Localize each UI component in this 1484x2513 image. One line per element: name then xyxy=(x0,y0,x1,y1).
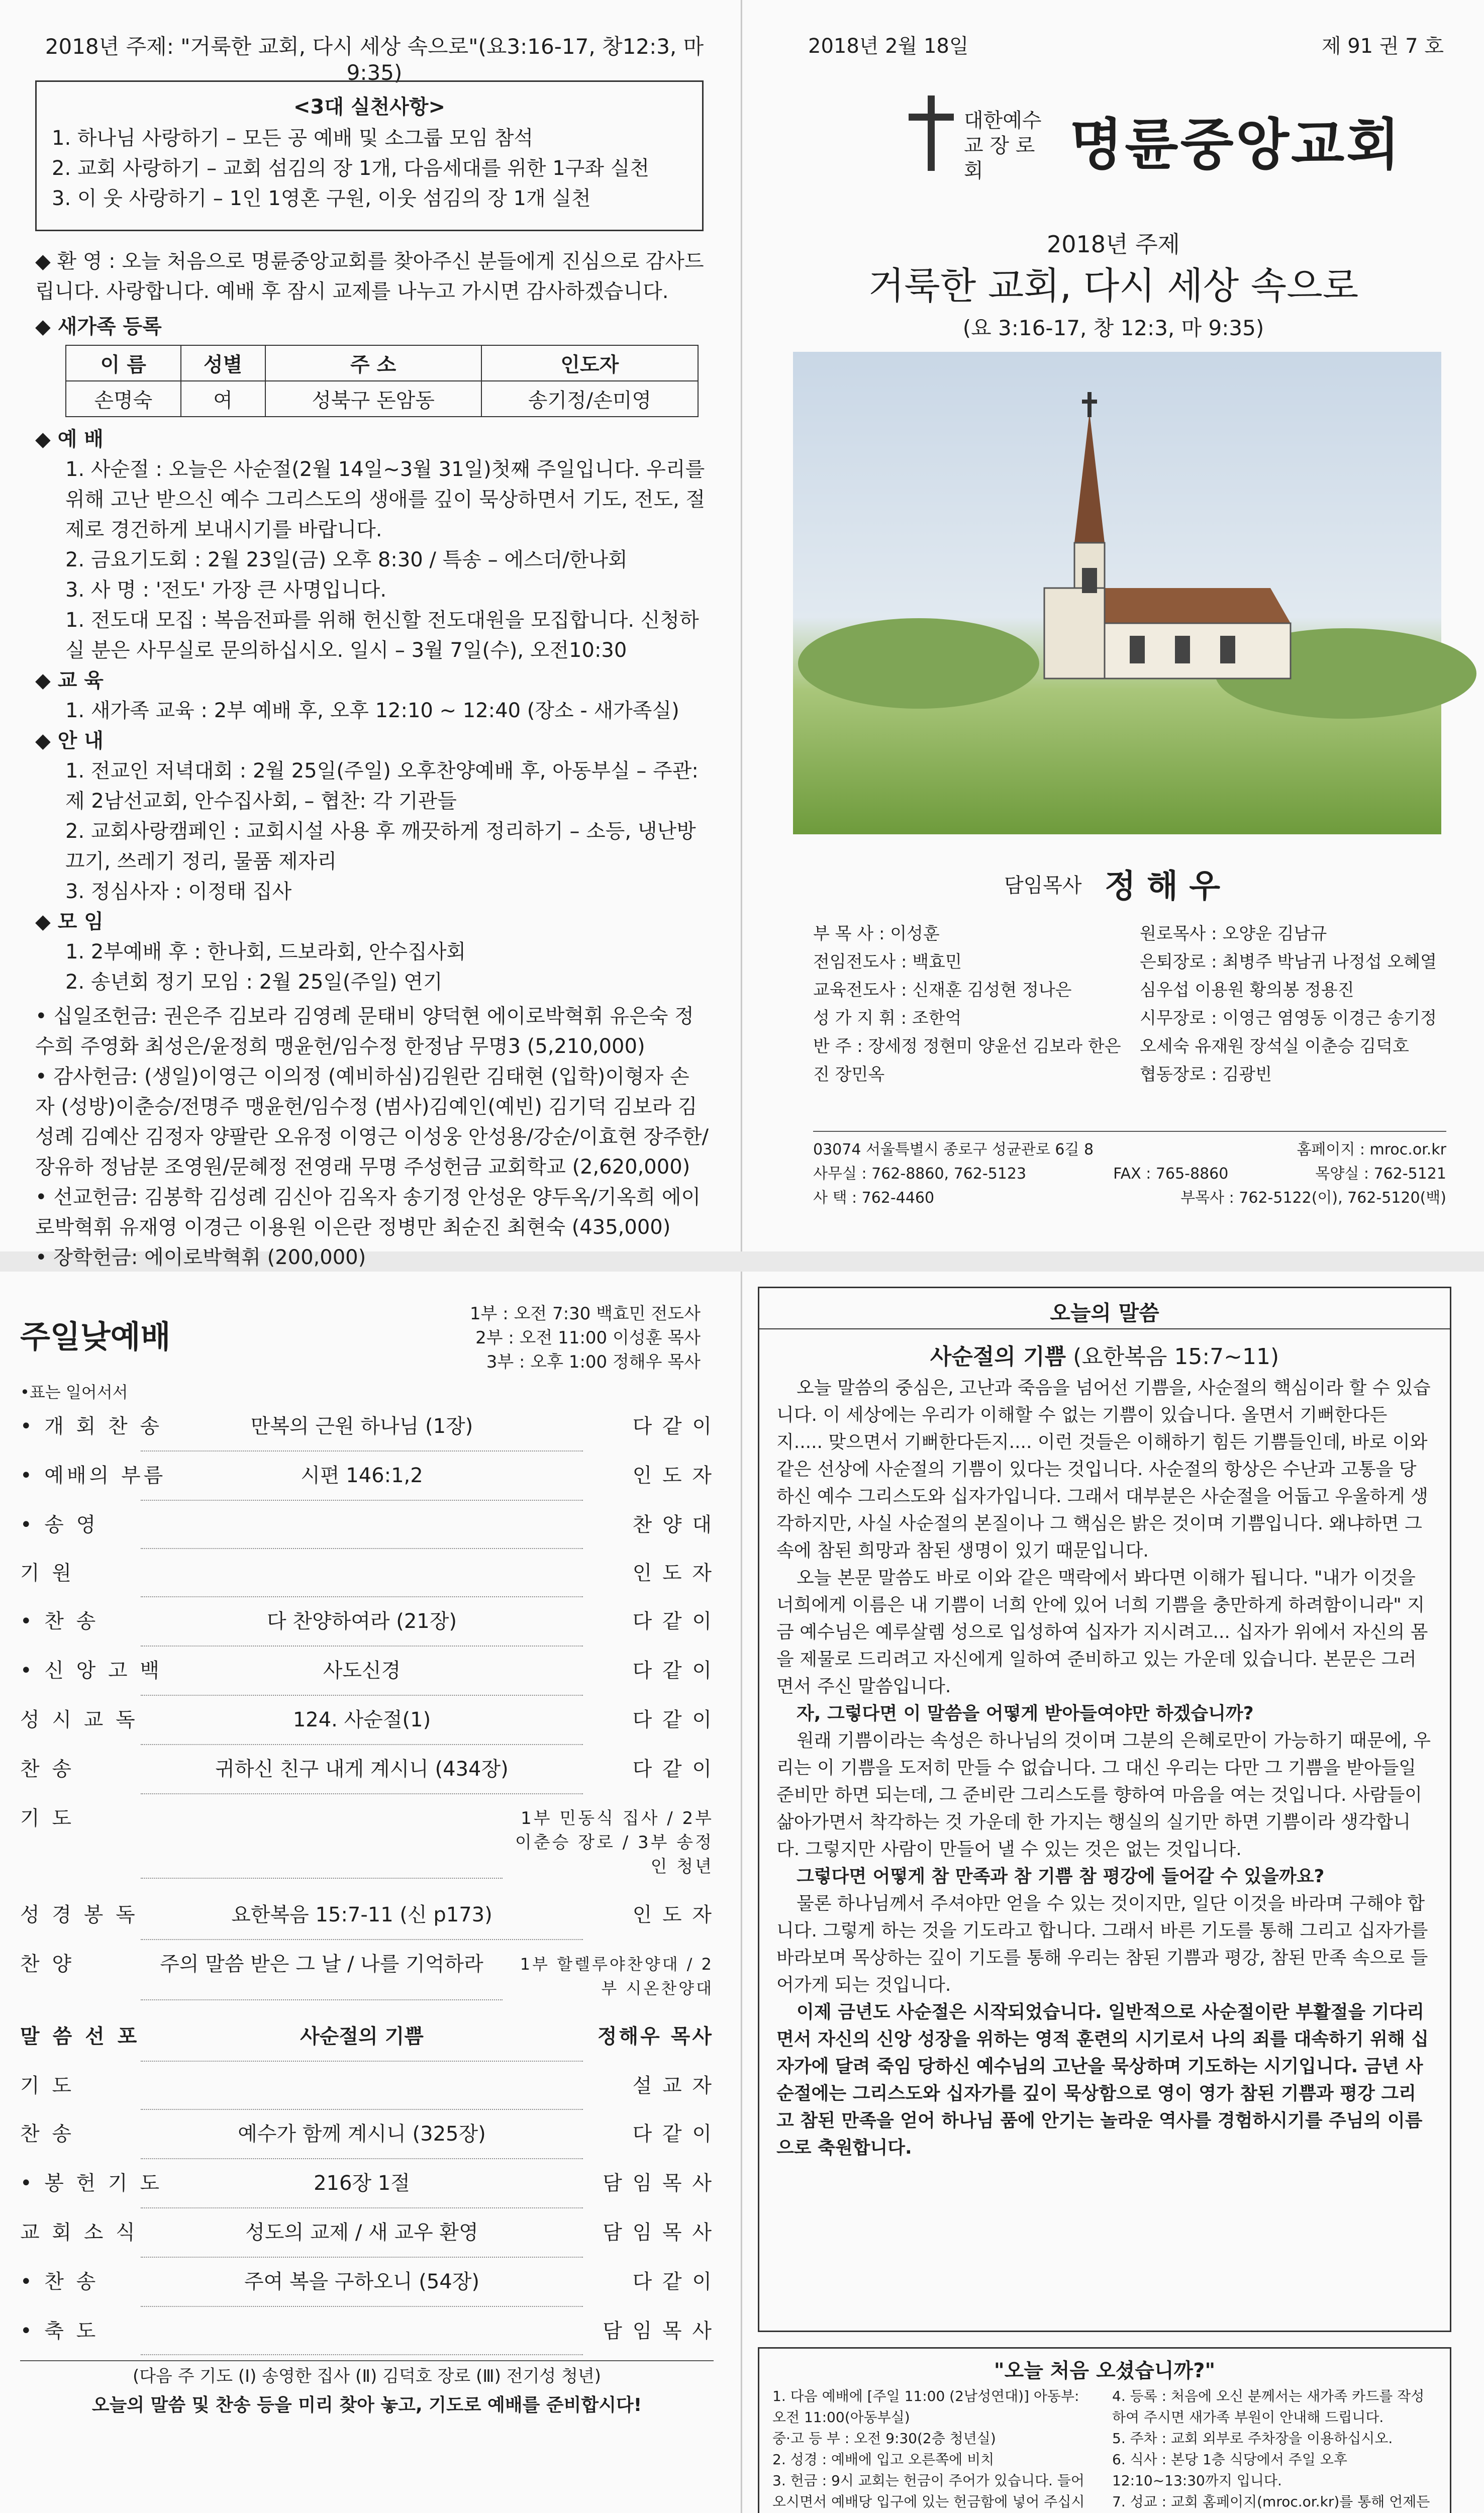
address: 03074 서울특별시 종로구 성균관로 6길 8 xyxy=(813,1141,1094,1158)
order-row: 찬 송 예수가 함께 계시니 (325장) 다 같 이 xyxy=(20,2110,714,2159)
stand-note: •표는 일어서서 xyxy=(20,1383,128,1402)
staff-left xyxy=(813,920,1125,1089)
office-phone: 사무실 : 762-8860, 762-5123 xyxy=(813,1165,1027,1183)
sermon-paragraph: 물론 하나님께서 주셔야만 얻을 수 있는 것이지만, 일단 이것을 바라며 구해야 합니다. 그렇게 하는 것을 기도라고 합니다. 그래서 바른 기도를 통해 그리고 십자가를 바라보며 목상하는 깊이 기도를 통해 우리는 참된 기쁨과 평강, 참된 만족 속으로 들어가게 되는 것입니다. xyxy=(776,1893,1428,1995)
sermon-title: 사순절의 기쁨 xyxy=(930,1344,1066,1370)
visitor-info: 5. 주차 : 교회 외부로 주차장을 이용하십시오. xyxy=(1112,2430,1393,2447)
section-item: 2. 송년회 정기 모임 : 2월 25일(주일) 연기 xyxy=(65,971,443,994)
visitor-title: "오늘 처음 오셨습니까?" xyxy=(994,2359,1216,2382)
visitor-box xyxy=(758,2347,1451,2513)
order-row: 기 원 인 도 자 xyxy=(20,1549,714,1597)
sermon-box xyxy=(758,1287,1451,2332)
next-week-prayer: (다음 주 기도 (Ⅰ) 송영한 집사 (Ⅱ) 김덕호 장로 (Ⅲ) 전기성 청년) xyxy=(20,2360,714,2391)
order-row: 교 회 소 식 성도의 교제 / 새 교우 환영 담 임 목 사 xyxy=(20,2208,714,2258)
theme-year: 2018년 주제 xyxy=(1047,231,1180,258)
newfamily-table xyxy=(65,345,699,417)
col-guide: 인도자 xyxy=(481,345,698,381)
visitor-info: 4. 등록 : 처음에 오신 분께서는 새가족 카드를 작성하여 주시면 새가족 부원이 안내해 드립니다. xyxy=(1112,2388,1425,2426)
offering-item: • 감사헌금: (생일)이영근 이의정 (예비하심)김원란 김태현 (입학)이형자 손자 (성방)이춘승/전명주 맹윤헌/임수정 (범사)김예인(예빈) 김기덕 김보라 김성례 김예산 김정자 양팔란 오유정 이영근 이성웅 안성용/강순/이효현 장주한/장유하 정남분 조영원/문혜정 전영래 무명 주성헌금 교회학교 (2,620,000) xyxy=(35,1065,709,1179)
staff-line: 성 가 지 휘 : 조한억 xyxy=(813,1008,962,1028)
visitor-info: 1. 다음 예배에 [주일 11:00 (2남성연대)] 아동부: 오전 11:00(아동부실) xyxy=(772,2388,1079,2426)
sermon-reference: (요한복음 15:7~11) xyxy=(1073,1344,1279,1370)
section-item: 1. 2부예배 후 : 한나회, 드보라회, 안수집사회 xyxy=(65,940,466,963)
section-item: 2. 교회사랑캠페인 : 교회시설 사용 후 깨끗하게 정리하기 – 소등, 냉난방 끄기, 쓰레기 정리, 물품 제자리 xyxy=(65,820,696,873)
sermon-paragraph: 자, 그렇다면 이 말씀을 어떻게 받아들여야만 하겠습니까? xyxy=(797,1703,1254,1724)
staff-line: 시무장로 : 이영근 염영동 이경근 송기정 오세숙 유재원 장석실 이춘승 김덕호 xyxy=(1140,1008,1437,1056)
theme-reference: (요 3:16-17, 창 12:3, 마 9:35) xyxy=(962,316,1264,340)
col-name: 이 름 xyxy=(66,345,181,381)
visitor-info: 6. 식사 : 본당 1층 식당에서 주일 오후 12:10~13:30까지 입니다. xyxy=(1112,2451,1347,2489)
order-row: 기 도 설 교 자 xyxy=(20,2062,714,2110)
cell: 손명숙 xyxy=(66,381,181,417)
newfamily-title: ◆ 새가족 등록 xyxy=(35,315,162,338)
word-title: 오늘의 말씀 xyxy=(759,1298,1450,1329)
bulletin-cover xyxy=(743,0,1484,1251)
theme-header: 2018년 주제: "거룩한 교회, 다시 세상 속으로"(요3:16-17, 창12:3, 마9:35) xyxy=(45,34,704,85)
practice-item: 2. 교회 사랑하기 – 교회 섬김의 장 1개, 다음세대를 위한 1구좌 실천 xyxy=(52,157,649,180)
order-row: • 축 도 담 임 목 사 xyxy=(20,2307,714,2355)
house-phone: 사 택 : 762-4460 xyxy=(813,1189,935,1207)
cell: 여 xyxy=(181,381,265,417)
col-gender: 성별 xyxy=(181,345,265,381)
order-row: • 개 회 찬 송 만복의 근원 하나님 (1장) 다 같 이 xyxy=(20,1402,714,1452)
order-row: 기 도 1부 민동식 집사 / 2부 이춘승 장로 / 3부 송정인 청년 xyxy=(20,1794,714,1891)
offering-item: • 선교헌금: 김봉학 김성례 김신아 김옥자 송기정 안성운 양두옥/기옥희 에이로박혁휘 유재영 이경근 이용원 이은란 정병만 최순진 최현숙 (435,000) xyxy=(35,1186,701,1239)
order-row: 성 시 교 독 124. 사순절(1) 다 같 이 xyxy=(20,1696,714,1745)
section-title: ◆ 교 육 xyxy=(35,669,104,692)
contact-info xyxy=(813,1131,1446,1210)
sunday-service-title: 주일낮예배 xyxy=(20,1318,171,1355)
order-row: • 신 앙 고 백 사도신경 다 같 이 xyxy=(20,1647,714,1696)
staff-line: 은퇴장로 : 최병주 박남귀 나정섭 오혜열 심우섭 이용원 황의봉 정용진 xyxy=(1140,952,1437,1000)
practice-title: <3대 실천사항> xyxy=(293,95,445,119)
staff-right xyxy=(1140,920,1446,1089)
order-row: • 봉 헌 기 도 216장 1절 담 임 목 사 xyxy=(20,2159,714,2208)
section-title: ◆ 안 내 xyxy=(35,729,104,752)
offering-item: • 장학헌금: 에이로박혁휘 (200,000) xyxy=(35,1246,366,1269)
church-photo xyxy=(793,352,1441,834)
service-time: 1부 : 오전 7:30 백효민 전도사 xyxy=(469,1304,701,1324)
col-address: 주 소 xyxy=(265,345,481,381)
order-row: • 찬 송 주여 복을 구하오니 (54장) 다 같 이 xyxy=(20,2258,714,2307)
order-row: 말 씀 선 포 사순절의 기쁨 정해우 목사 xyxy=(20,2012,714,2062)
staff-line: 원로목사 : 오양운 김남규 xyxy=(1140,924,1327,944)
sermon-page xyxy=(743,1272,1484,2513)
staff-line: 부 목 사 : 이성훈 xyxy=(813,924,940,944)
pastor-label: 담임목사 xyxy=(1004,874,1082,897)
offering-item: • 십일조헌금: 권은주 김보라 김영례 문태비 양덕현 에이로박혁휘 유은숙 정수희 주영화 최성은/윤정희 맹윤헌/임수정 한정남 무명3 (5,210,000) xyxy=(35,1005,694,1058)
section-item: 3. 사 명 : '전도' 가장 큰 사명입니다. xyxy=(65,578,387,602)
order-row: • 예배의 부름 시편 146:1,2 인 도 자 xyxy=(20,1452,714,1501)
section-title: ◆ 예 배 xyxy=(35,428,104,451)
church-name: 명륜중앙교회 xyxy=(1069,113,1402,177)
sermon-paragraph: 오늘 말씀의 중심은, 고난과 죽음을 넘어선 기쁨을, 사순절의 핵심이라 할 수 있습니다. 이 세상에는 우리가 이해할 수 없는 기쁨이 있습니다. 올면서 기뻐한다든지..... 맞으면서 기뻐한다든지.... 이런 것들은 이해하기 힘든 기쁨들인데, 바로 이와 같은 선상에 사순절의 기쁨이 있다는 것입니다. 사순절의 항상은 수난과 고통을 당하신 예수 그리스도와 십자가입니다. 그래서 대부분은 사순절을 어둡고 우울하게 생각하지만, 사실 사순절의 본질이나 그 핵심은 밝은 것이며 기쁨입니다. 왜냐하면 그 속에 참된 희망과 참된 생명이 있기 때문입니다. xyxy=(776,1378,1431,1561)
practice-box xyxy=(35,80,704,231)
cell: 송기정/손미영 xyxy=(481,381,698,417)
bulletin-page-announcements xyxy=(0,0,742,1269)
order-row: • 찬 송 다 찬양하여라 (21장) 다 같 이 xyxy=(20,1597,714,1647)
prep-note: 오늘의 말씀 및 찬송 등을 미리 찾아 놓고, 기도로 예배를 준비합시다! xyxy=(91,2395,642,2415)
section-item: 1. 사순절 : 오늘은 사순절(2월 14일~3월 31일)첫째 주일입니다. 우리를 위해 고난 받으신 예수 그리스도의 생애를 깊이 묵상하면서 기도, 전도, 절제로 경건하게 보내시기를 바랍니다. xyxy=(65,458,706,541)
visitor-info: 3. 헌금 : 9시 교회는 헌금이 주어가 있습니다. 들어오시면서 예배당 입구에 있는 헌금함에 넣어 주십시 xyxy=(772,2472,1085,2510)
practice-item: 1. 하나님 사랑하기 – 모든 공 예배 및 소그룹 모임 참석 xyxy=(52,127,534,150)
welcome-text: ◆ 환 영 : 오늘 처음으로 명륜중앙교회를 찾아주신 분들에게 진심으로 감사드립니다. 사랑합니다. 예배 후 잠시 교제를 나누고 가시면 감사하겠습니다. xyxy=(35,250,704,303)
homepage: 홈페이지 : mroc.or.kr xyxy=(1297,1141,1446,1158)
staff-line: 교육전도사 : 신재훈 김성현 정나은 xyxy=(813,980,1072,1000)
order-row: 성 경 봉 독 요한복음 15:7-11 (신 p173) 인 도 자 xyxy=(20,1891,714,1940)
section-item: 1. 새가족 교육 : 2부 예배 후, 오후 12:10 ~ 12:40 (장소 - 새가족실) xyxy=(65,699,679,722)
section-item: 2. 금요기도회 : 2월 23일(금) 오후 8:30 / 특송 – 에스더/한나회 xyxy=(65,548,628,571)
sermon-paragraph: 오늘 본문 말씀도 바로 이와 같은 맥락에서 봐다면 이해가 됩니다. "내가 이것을 너희에게 이름은 내 기쁨이 너희 안에 있어 너희 기쁨을 충만하게 하려함이니라" 지금 예수님은 예루살렘 성으로 입성하여 십자가 지시려고... 십자가 위에서 자신의 몸을 제물로 드리려고 자신에게 일하여 준비하고 있는 가운데 있습니다. 본문은 그러면서 주신 말씀입니다. xyxy=(776,1568,1428,1697)
section-title: ◆ 모 임 xyxy=(35,910,104,933)
visitor-info: 2. 성경 : 예배에 입고 오른쪽에 비치 xyxy=(772,2451,995,2468)
bulletin-issue: 제 91 권 7 호 xyxy=(1321,35,1444,58)
pastor-room-phone: 목양실 : 762-5121 xyxy=(1315,1165,1446,1183)
service-times xyxy=(470,1302,701,1374)
section-item: 1. 전도대 모집 : 복음전파를 위해 헌신할 전도대원을 모집합니다. 신청하실 분은 사무실로 문의하십시오. 일시 – 3월 7일(수), 오전10:30 xyxy=(65,609,699,662)
sermon-paragraph: 그렇다면 어떻게 참 만족과 참 기쁨 참 평강에 들어갈 수 있을까요? xyxy=(797,1866,1325,1887)
denomination: 대한예수교 장 로 회 xyxy=(964,109,1042,182)
cell: 성북구 돈암동 xyxy=(265,381,481,417)
sermon-paragraph: 원래 기쁨이라는 속성은 하나님의 것이며 그분의 은혜로만이 가능하기 때문에, 우리는 이 기쁨을 도저히 만들 수 없습니다. 그 대신 우리는 다만 그 기쁨을 받아들일 준비만 하면 되는데, 그 준비란 그리스도를 향하여 마음을 여는 것입니다. 사람들이 삶아가면서 착각하는 것 가운데 한 가지는 행실의 실기만 하면 기쁨이라 생각합니다. 그렇지만 사람이 만들어 낼 수 있는 것은 없는 것입니다. xyxy=(776,1730,1431,1860)
service-time: 3부 : 오후 1:00 정해우 목사 xyxy=(486,1352,701,1372)
practice-item: 3. 이 웃 사랑하기 – 1인 1영혼 구원, 이웃 섬김의 장 1개 실천 xyxy=(52,187,591,210)
bulletin-date: 2018년 2월 18일 xyxy=(808,35,969,58)
order-row: • 송 영 찬 양 대 xyxy=(20,1501,714,1549)
visitor-info: 중·고 등 부 : 오전 9:30(2층 청년실) xyxy=(772,2430,996,2447)
staff-line: 반 주 : 장세정 정현미 양윤선 김보라 한은진 장민옥 xyxy=(813,1036,1121,1085)
sermon-paragraph: 이제 금년도 사순절은 시작되었습니다. 일반적으로 사순절이란 부활절을 기다리면서 자신의 신앙 성장을 위하는 영적 훈련의 시기로서 나의 죄를 대속하기 위해 십자가에 달려 죽임 당하신 예수님의 고난을 묵상하며 기도하는 시기입니다. 금년 사순절에는 그리스도와 십자가를 깊이 묵상함으로 영이 영가 참된 기쁨과 평강 그리고 참된 만족을 얻어 하나님 품에 안기는 놀라운 역사를 경험하시기를 주님의 이름으로 축원합니다. xyxy=(776,2002,1429,2158)
staff-line: 협동장로 : 김광빈 xyxy=(1140,1065,1272,1085)
pastor-name: 정 해 우 xyxy=(1105,868,1221,905)
service-time: 2부 : 오전 11:00 이성훈 목사 xyxy=(475,1328,701,1348)
section-item: 3. 정심사자 : 이정태 집사 xyxy=(65,880,292,903)
announcements xyxy=(35,246,709,1333)
theme-title: 거룩한 교회, 다시 세상 속으로 xyxy=(868,264,1359,308)
order-of-service-page xyxy=(0,1272,742,2513)
order-row: 찬 양 주의 말씀 받은 그 날 / 나를 기억하라 1부 할렐루야찬양대 / 2부 시온찬양대 xyxy=(20,1940,714,2012)
vice-pastor-phone: 부목사 : 762-5122(이), 762-5120(백) xyxy=(1180,1189,1446,1207)
visitor-info: 7. 성교 : 교회 홈페이지(mroc.or.kr)를 통해 언제든 xyxy=(1112,2493,1430,2510)
order-row: 찬 송 귀하신 친구 내게 계시니 (434장) 다 같 이 xyxy=(20,1745,714,1794)
section-item: 1. 전교인 저녁대회 : 2월 25일(주일) 오후찬양예배 후, 아동부실 – 주관: 제 2남선교회, 안수집사회, – 협찬: 각 기관들 xyxy=(65,759,699,813)
church-logo xyxy=(909,95,954,171)
fax: FAX : 765-8860 xyxy=(1113,1165,1229,1183)
sunday-order xyxy=(20,1402,714,2420)
staff-line: 전임전도사 : 백효민 xyxy=(813,952,962,972)
